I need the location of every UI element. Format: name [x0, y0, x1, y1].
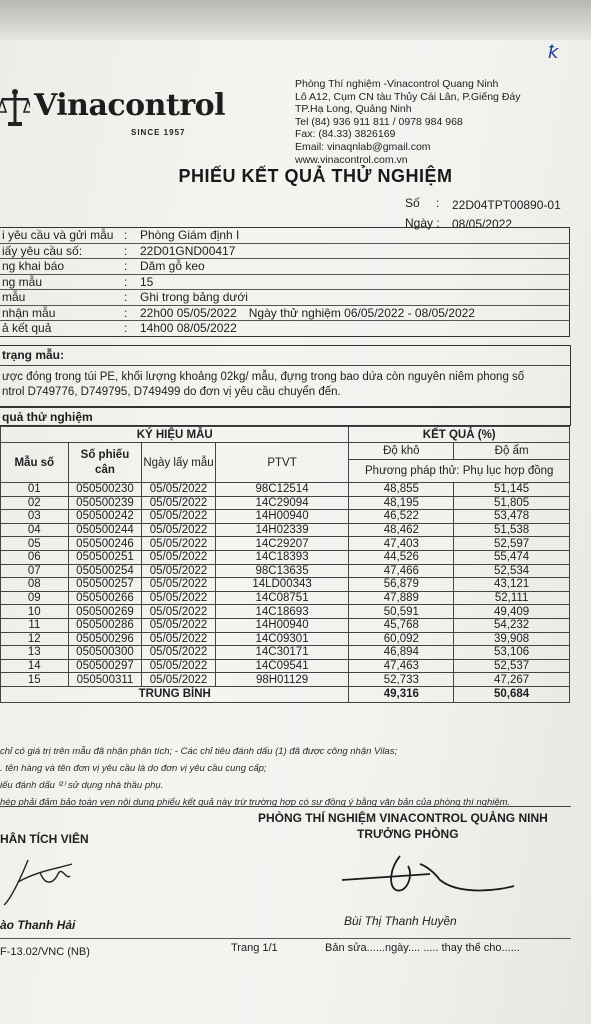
info-colon: :: [124, 274, 128, 289]
date-value: 08/05/2022: [452, 217, 513, 231]
cell-ptvt: 14C09301: [215, 632, 349, 646]
cell-sample-no: 06: [1, 550, 69, 564]
address-line: Tel (84) 936 911 811 / 0978 984 968: [295, 115, 463, 128]
info-label: mẫu: [2, 290, 26, 305]
cell-moisture: 43,121: [454, 578, 570, 592]
info-value-text: 22h00 05/05/2022: [140, 305, 237, 320]
info-value-text: 15: [140, 274, 154, 289]
company-logo-text: Vinacontrol: [34, 88, 226, 123]
result-row: [1, 550, 570, 564]
cell-sample-date: 05/05/2022: [142, 496, 215, 510]
cell-dry: 48,855: [349, 483, 454, 497]
number-value: 22D04TPT00890-01: [452, 198, 561, 212]
cell-sample-date: 05/05/2022: [142, 591, 215, 605]
address-line: TP.Hạ Long, Quảng Ninh: [295, 103, 412, 116]
result-row: [1, 646, 570, 660]
info-label: iấy yêu cầu số:: [2, 243, 83, 258]
cell-ptvt: 14C18693: [215, 605, 349, 619]
note-line: iếu đánh dấu ⁽²⁾ sử dụng nhà thầu phụ.: [0, 780, 164, 791]
result-row: [1, 483, 570, 497]
cell-sample-date: 05/05/2022: [142, 578, 215, 592]
info-label: nhận mẫu: [2, 305, 56, 320]
result-row: [1, 510, 570, 524]
info-colon: :: [124, 243, 128, 258]
cell-moisture: 52,111: [454, 591, 570, 605]
cell-ptvt: 14C29094: [215, 496, 349, 510]
info-value-text: Phòng Giám định I: [140, 228, 240, 243]
scale-logo-icon: [0, 86, 30, 130]
cell-dry: 47,466: [349, 564, 454, 578]
cell-moisture: 39,908: [454, 632, 570, 646]
cell-ptvt: 98C13635: [215, 564, 349, 578]
cell-sample-no: 14: [1, 659, 69, 673]
info-value-text: Ghi trong bảng dưới: [140, 290, 248, 305]
handwritten-mark: ꝁ: [548, 42, 559, 63]
result-row: [1, 564, 570, 578]
cell-ticket-no: 050500254: [68, 564, 142, 578]
cell-sample-no: 04: [1, 523, 69, 537]
result-row: [1, 605, 570, 619]
cell-sample-no: 09: [1, 591, 69, 605]
company-since: SINCE 1957: [131, 128, 186, 137]
cell-ticket-no: 050500266: [68, 591, 142, 605]
col-sample-header: Mẫu số: [1, 443, 69, 483]
document-title: PHIẾU KẾT QUẢ THỬ NGHIỆM: [178, 166, 453, 186]
cell-ticket-no: 050500246: [68, 537, 142, 551]
cell-ptvt: 14H00940: [215, 618, 349, 632]
cell-sample-date: 05/05/2022: [142, 550, 215, 564]
info-value: [138, 259, 570, 275]
info-extra-text: Ngày thử nghiệm 06/05/2022 - 08/05/2022: [248, 305, 475, 320]
info-value: [138, 305, 570, 321]
col-dry-header: Độ khô: [349, 443, 454, 460]
cell-ptvt: 14H02339: [215, 523, 349, 537]
info-colon: :: [124, 228, 128, 243]
number-colon: :: [436, 196, 440, 210]
note-line: . tên hàng và tên đơn vị yêu cầu là do đơn vị yêu cầu cung cấp;: [0, 763, 267, 774]
result-row: [1, 537, 570, 551]
cell-moisture: 53,478: [454, 510, 570, 524]
cell-ptvt: 14C30171: [215, 646, 349, 660]
footer-divider: [0, 938, 571, 939]
info-value: [138, 243, 570, 259]
page-fold-shadow: [0, 0, 591, 40]
cell-ticket-no: 050500296: [68, 632, 142, 646]
average-moisture: 50,684: [454, 686, 570, 702]
footer-page: Trang 1/1: [231, 942, 278, 954]
request-info-table: [0, 227, 570, 337]
result-row: [1, 632, 570, 646]
results-table: [0, 426, 570, 703]
analyst-name: ào Thanh Hải: [0, 918, 76, 932]
cell-sample-date: 05/05/2022: [142, 605, 215, 619]
cell-sample-date: 05/05/2022: [142, 659, 215, 673]
info-value: [138, 228, 570, 244]
number-label: Số: [405, 196, 420, 210]
cell-dry: 60,092: [349, 632, 454, 646]
cell-ptvt: 98H01129: [215, 673, 349, 687]
cell-ticket-no: 050500311: [68, 673, 142, 687]
cell-sample-no: 13: [1, 646, 69, 660]
cell-ticket-no: 050500286: [68, 618, 142, 632]
date-label: Ngày :: [405, 216, 440, 230]
info-row: [0, 290, 570, 306]
lab-address-block: [295, 78, 585, 166]
cell-ticket-no: 050500239: [68, 496, 142, 510]
result-row: [1, 618, 570, 632]
method-header: Phương pháp thử: Phụ lục hợp đồng: [349, 460, 570, 483]
cell-moisture: 52,537: [454, 659, 570, 673]
lab-org-title: PHÒNG THÍ NGHIỆM VINACONTROL QUẢNG NINH: [258, 811, 548, 825]
cell-ticket-no: 050500300: [68, 646, 142, 660]
cell-dry: 56,879: [349, 578, 454, 592]
info-colon: :: [124, 305, 128, 320]
cell-moisture: 49,409: [454, 605, 570, 619]
cell-moisture: 52,597: [454, 537, 570, 551]
cell-sample-no: 12: [1, 632, 69, 646]
cell-sample-date: 05/05/2022: [142, 632, 215, 646]
cell-sample-no: 11: [1, 618, 69, 632]
cell-ticket-no: 050500257: [68, 578, 142, 592]
result-group-header: KẾT QUẢ (%): [349, 427, 570, 443]
cell-ptvt: 98C12514: [215, 483, 349, 497]
col-date-header: Ngày lấy mẫu: [142, 443, 215, 483]
info-value: [138, 274, 570, 290]
cell-sample-date: 05/05/2022: [142, 483, 215, 497]
average-dry: 49,316: [349, 686, 454, 702]
cell-ticket-no: 050500230: [68, 483, 142, 497]
footer-form-code: F-13.02/VNC (NB): [0, 946, 90, 958]
col-ptvt-header: PTVT: [215, 443, 349, 483]
cell-dry: 52,733: [349, 673, 454, 687]
cell-dry: 50,591: [349, 605, 454, 619]
cell-sample-date: 05/05/2022: [142, 537, 215, 551]
info-row: [0, 274, 570, 290]
cell-dry: 47,889: [349, 591, 454, 605]
info-label: ả kết quả: [2, 321, 52, 336]
cell-ptvt: 14C18393: [215, 550, 349, 564]
info-colon: :: [124, 259, 128, 274]
info-row: [0, 321, 570, 337]
result-row: [1, 578, 570, 592]
cell-moisture: 55,474: [454, 550, 570, 564]
cell-sample-date: 05/05/2022: [142, 673, 215, 687]
cell-sample-no: 08: [1, 578, 69, 592]
cell-ptvt: 14C09541: [215, 659, 349, 673]
head-name: Bùi Thị Thanh Huyền: [344, 914, 457, 928]
analyst-title: HÂN TÍCH VIÊN: [0, 832, 89, 846]
address-line: www.vinacontrol.com.vn: [295, 153, 408, 166]
info-row: [0, 259, 570, 275]
info-label: ng khai báo: [2, 259, 65, 274]
cell-moisture: 51,145: [454, 483, 570, 497]
col-ticket-header: Số phiếu cân: [68, 443, 142, 483]
note-line: chỉ có giá trị trên mẫu đã nhận phân tích; - Các chỉ tiêu đánh dấu (1) đã được công nhận Vilas;: [0, 746, 398, 757]
cell-ticket-no: 050500242: [68, 510, 142, 524]
notes-divider: [0, 806, 571, 807]
result-row: [1, 591, 570, 605]
cell-sample-date: 05/05/2022: [142, 523, 215, 537]
address-line: Fax: (84.33) 3826169: [295, 128, 396, 141]
cell-sample-no: 07: [1, 564, 69, 578]
address-line: Phòng Thí nghiệm -Vinacontrol Quang Ninh: [295, 78, 499, 90]
cell-sample-no: 15: [1, 673, 69, 687]
result-row: [1, 659, 570, 673]
cell-moisture: 54,232: [454, 618, 570, 632]
cell-moisture: 52,534: [454, 564, 570, 578]
info-label: i yêu cầu và gửi mẫu: [2, 228, 114, 243]
result-row: [1, 523, 570, 537]
info-value: [138, 321, 570, 337]
condition-heading: trạng mẫu:: [0, 346, 570, 366]
footer-revision: Bản sửa......ngày.... ..... thay thế cho......: [325, 942, 520, 954]
cell-sample-no: 10: [1, 605, 69, 619]
cell-sample-date: 05/05/2022: [142, 510, 215, 524]
condition-line: ntrol D749776, D749795, D749499 do đơn vị yêu cầu chuyển đến.: [2, 386, 341, 398]
info-colon: :: [124, 290, 128, 305]
address-line: Lô A12, Cụm CN tàu Thủy Cái Lân, P.Giếng Đáy: [295, 90, 521, 103]
cell-moisture: 51,805: [454, 496, 570, 510]
cell-ptvt: 14C08751: [215, 591, 349, 605]
cell-dry: 47,403: [349, 537, 454, 551]
cell-ticket-no: 050500297: [68, 659, 142, 673]
cell-ptvt: 14C29207: [215, 537, 349, 551]
head-title: TRƯỞNG PHÒNG: [357, 827, 459, 841]
cell-moisture: 47,267: [454, 673, 570, 687]
col-moisture-header: Độ ẩm: [454, 443, 570, 460]
head-signature-image: [330, 846, 520, 902]
cell-dry: 44,526: [349, 550, 454, 564]
sample-condition-section: [0, 345, 571, 407]
cell-sample-date: 05/05/2022: [142, 646, 215, 660]
note-line: hép phải đảm bảo toàn vẹn nội dung phiếu kết quả này trừ trường hợp có sự đồng ý bằng văn bản của phòng thí nghiệm.: [0, 797, 511, 808]
condition-text: [0, 366, 570, 400]
cell-sample-no: 01: [1, 483, 69, 497]
cell-sample-no: 02: [1, 496, 69, 510]
notes-block: [0, 743, 575, 811]
info-colon: :: [124, 321, 128, 336]
cell-ptvt: 14LD00343: [215, 578, 349, 592]
cell-dry: 46,894: [349, 646, 454, 660]
cell-sample-no: 03: [1, 510, 69, 524]
average-row: [1, 686, 570, 702]
info-label: ng mẫu: [2, 274, 43, 289]
results-heading: quả thử nghiệm: [0, 407, 571, 426]
info-value-text: Dăm gỗ keo: [140, 259, 205, 274]
cell-sample-date: 05/05/2022: [142, 618, 215, 632]
cell-sample-no: 05: [1, 537, 69, 551]
analyst-signature-image: [0, 850, 100, 910]
condition-line: ược đóng trong túi PE, khối lượng khoảng 02kg/ mẫu, đựng trong bao dứa còn nguyên niêm phong số: [2, 371, 525, 383]
result-row: [1, 496, 570, 510]
cell-dry: 45,768: [349, 618, 454, 632]
symbol-group-header: KÝ HIỆU MẪU: [1, 427, 349, 443]
cell-dry: 48,462: [349, 523, 454, 537]
cell-moisture: 53,106: [454, 646, 570, 660]
info-value: [138, 290, 570, 306]
info-row: [0, 228, 570, 244]
info-value-text: 14h00 08/05/2022: [140, 321, 237, 336]
cell-sample-date: 05/05/2022: [142, 564, 215, 578]
result-row: [1, 673, 570, 687]
address-line: Email: vinaqnlab@gmail.com: [295, 140, 431, 153]
cell-dry: 48,195: [349, 496, 454, 510]
info-row: [0, 305, 570, 321]
cell-moisture: 51,538: [454, 523, 570, 537]
cell-ticket-no: 050500244: [68, 523, 142, 537]
info-value-text: 22D01GND00417: [140, 243, 236, 258]
cell-dry: 47,463: [349, 659, 454, 673]
cell-ticket-no: 050500269: [68, 605, 142, 619]
info-row: [0, 243, 570, 259]
average-label: TRUNG BÌNH: [1, 686, 349, 702]
cell-ptvt: 14H00940: [215, 510, 349, 524]
cell-ticket-no: 050500251: [68, 550, 142, 564]
cell-dry: 46,522: [349, 510, 454, 524]
